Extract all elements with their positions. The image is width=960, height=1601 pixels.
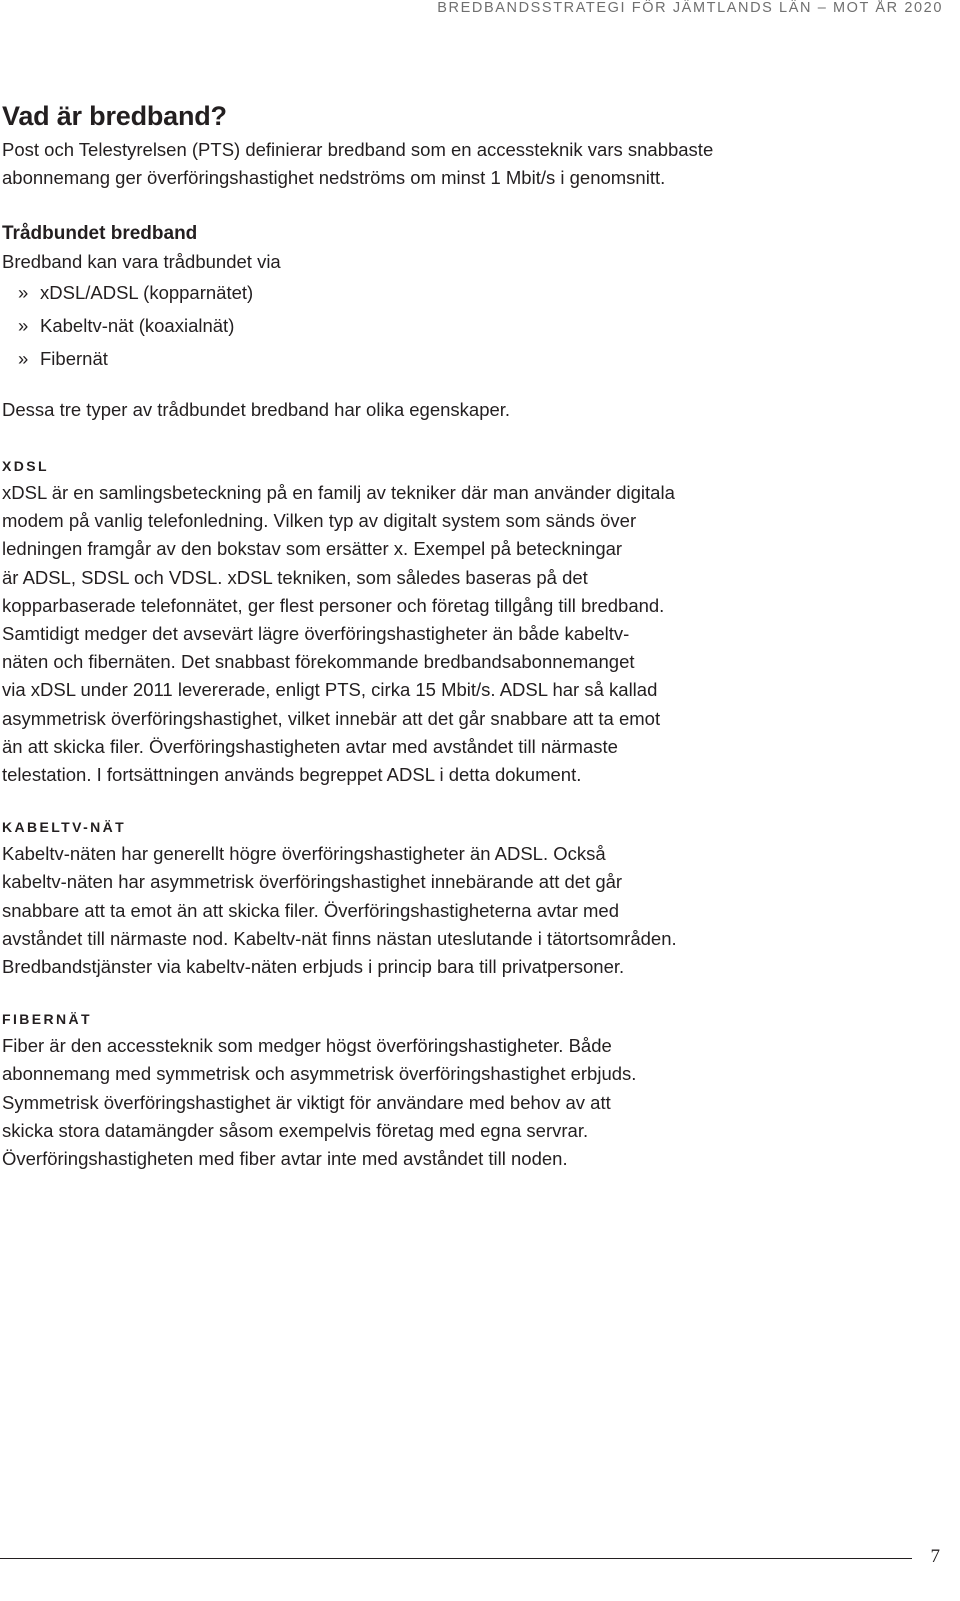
text-line: xDSL är en samlingsbeteckning på en familj av tekniker där man använder digitala xyxy=(2,482,675,503)
text-line: kopparbaserade telefonnätet, ger flest personer och företag tillgång till bredband. xyxy=(2,594,665,616)
text-line: Symmetrisk överföringshastighet är viktigt för användare med behov av att xyxy=(2,1091,611,1113)
text-line: asymmetrisk överföringshastighet, vilket innebär att det går snabbare att ta emot xyxy=(2,707,661,729)
section-body-fibernat xyxy=(2,1032,752,1173)
list-item xyxy=(2,276,752,309)
text-line: Bredbandstjänster via kabeltv-näten erbjuds i princip bara till privatpersoner. xyxy=(2,956,625,978)
wired-broadband-lead: Bredband kan vara trådbundet via xyxy=(2,251,281,272)
intro-paragraph: Post och Telestyrelsen (PTS) definierar bredband som en accessteknik vars snabbaste abonnemang ger överföringshastighet nedströms om minst 1 Mbit/s i genomsnitt. xyxy=(2,139,714,188)
text-line: avståndet till närmaste nod. Kabeltv-nät finns nästan uteslutande i tätortsområden. xyxy=(2,927,677,949)
text-line: snabbare att ta emot än att skicka filer. Överföringshastigheterna avtar med xyxy=(2,899,619,921)
section-body-xdsl xyxy=(2,479,752,789)
list-item xyxy=(2,342,752,375)
text-line: telestation. I fortsättningen används begreppet ADSL i detta dokument. xyxy=(2,764,582,786)
section-heading-kabeltv: KABELTV-NÄT xyxy=(2,819,127,836)
list-item-label: xDSL/ADSL (kopparnätet) xyxy=(40,282,254,303)
text-line: skicka stora datamängder såsom exempelvis företag med egna servrar. xyxy=(2,1119,589,1141)
text-line: än att skicka filer. Överföringshastigheten avtar med avståndet till närmaste xyxy=(2,735,618,757)
list-item xyxy=(2,309,752,342)
text-line: Överföringshastigheten med fiber avtar inte med avståndet till noden. xyxy=(2,1148,568,1170)
bullet-icon: » xyxy=(18,348,29,369)
section-heading-fibernat: FIBERNÄT xyxy=(2,1011,92,1028)
text-line: Fiber är den accessteknik som medger högst överföringshastigheter. Både xyxy=(2,1035,612,1057)
bullet-icon: » xyxy=(18,282,29,303)
text-line: abonnemang med symmetrisk och asymmetrisk överföringshastighet erbjuds. xyxy=(2,1063,637,1085)
bullet-icon: » xyxy=(18,315,29,336)
list-item-label: Fibernät xyxy=(40,348,108,369)
text-line: modem på vanlig telefonledning. Vilken typ av digitalt system som sänds över xyxy=(2,510,637,532)
section-body-kabeltv xyxy=(2,840,752,981)
running-header: BREDBANDSSTRATEGI FÖR JÄMTLANDS LÄN – MOT ÅR 2020 xyxy=(437,0,943,16)
page-title: Vad är bredband? xyxy=(2,101,227,131)
list-item-label: Kabeltv-nät (koaxialnät) xyxy=(40,315,235,336)
text-line: är ADSL, SDSL och VDSL. xDSL tekniken, som således baseras på det xyxy=(2,566,588,588)
section-heading-xdsl: XDSL xyxy=(2,458,49,474)
wired-broadband-summary: Dessa tre typer av trådbundet bredband har olika egenskaper. xyxy=(2,399,511,420)
text-line: via xDSL under 2011 levererade, enligt PTS, cirka 15 Mbit/s. ADSL har så kallad xyxy=(2,679,658,701)
text-line: kabeltv-näten har asymmetrisk överföringshastighet innebärande att det går xyxy=(2,871,623,893)
page-number: 7 xyxy=(930,1546,940,1567)
text-line: näten och fibernäten. Det snabbast förekommande bredbandsabonnemanget xyxy=(2,651,635,673)
text-line: ledningen framgår av den bokstav som ersätter x. Exempel på beteckningar xyxy=(2,538,623,560)
text-line: Kabeltv-näten har generellt högre överföringshastigheter än ADSL. Också xyxy=(2,843,606,865)
wired-broadband-list xyxy=(2,276,752,375)
page-content xyxy=(2,96,752,1173)
footer-divider xyxy=(0,1558,912,1559)
wired-broadband-heading: Trådbundet bredband xyxy=(2,223,198,244)
text-line: Samtidigt medger det avsevärt lägre överföringshastigheter än både kabeltv- xyxy=(2,623,630,645)
